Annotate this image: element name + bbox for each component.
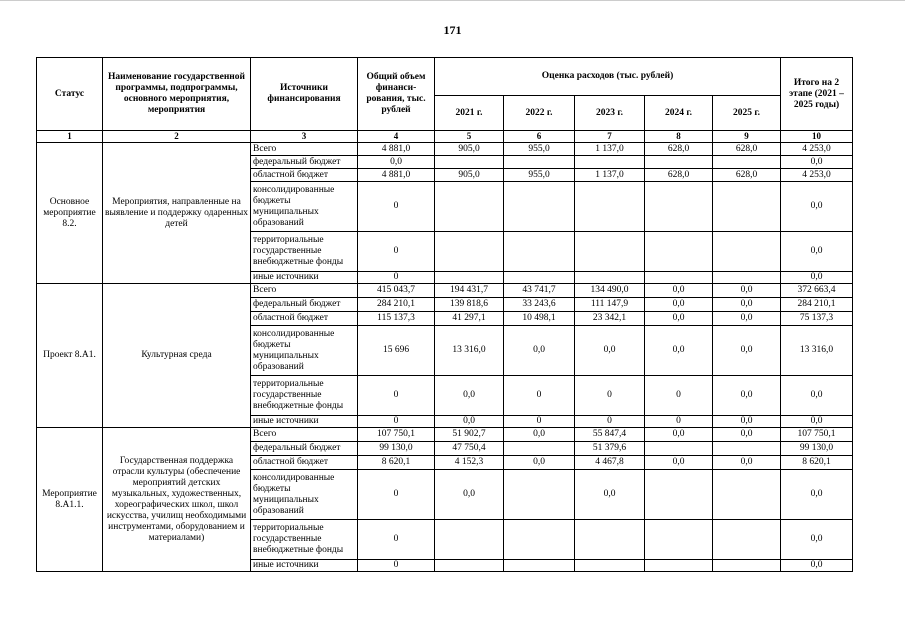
value-cell: 955,0 (504, 169, 575, 182)
source-cell: территориальные государственные внебюджетные фонды (251, 232, 358, 272)
value-cell: 955,0 (504, 143, 575, 156)
value-cell: 10 498,1 (504, 312, 575, 326)
value-cell: 0 (358, 560, 435, 572)
index-cell: 1 (37, 131, 103, 143)
page-number: 171 (443, 23, 462, 37)
source-cell: федеральный бюджет (251, 298, 358, 312)
value-cell: 0,0 (781, 470, 853, 520)
value-cell (435, 156, 504, 169)
value-cell: 99 130,0 (358, 442, 435, 456)
value-cell: 415 043,7 (358, 284, 435, 298)
index-cell: 5 (435, 131, 504, 143)
header-2022: 2022 г. (504, 96, 575, 131)
value-cell: 284 210,1 (358, 298, 435, 312)
value-cell: 0 (504, 376, 575, 416)
value-cell: 0,0 (504, 428, 575, 442)
value-cell: 139 818,6 (435, 298, 504, 312)
value-cell (713, 182, 781, 232)
index-cell: 8 (645, 131, 713, 143)
value-cell: 43 741,7 (504, 284, 575, 298)
value-cell (713, 272, 781, 284)
source-cell: федеральный бюджет (251, 442, 358, 456)
value-cell: 4 467,8 (575, 456, 645, 470)
index-cell: 9 (713, 131, 781, 143)
source-cell: территориальные государственные внебюджетные фонды (251, 520, 358, 560)
table-row (37, 428, 853, 442)
name-cell: Культурная среда (103, 284, 251, 428)
value-cell: 0,0 (645, 298, 713, 312)
value-cell: 55 847,4 (575, 428, 645, 442)
value-cell: 0,0 (781, 376, 853, 416)
value-cell: 0 (575, 376, 645, 416)
value-cell (504, 272, 575, 284)
index-cell: 6 (504, 131, 575, 143)
status-cell: Основное мероприятие 8.2. (37, 143, 103, 284)
table-row (37, 143, 853, 156)
value-cell: 0,0 (504, 326, 575, 376)
source-cell: консолидированные бюджеты муниципальных образований (251, 470, 358, 520)
budget-table (36, 57, 853, 572)
value-cell: 0,0 (645, 284, 713, 298)
value-cell: 8 620,1 (358, 456, 435, 470)
header-2023: 2023 г. (575, 96, 645, 131)
name-cell: Государственная поддержка отрасли культуры (обеспечение мероприятий детских музыкальных, художественных, хореографических школ, школ искусства, училищ необходимыми инструментами, оборудованием и материалами) (103, 428, 251, 572)
value-cell: 0,0 (781, 416, 853, 428)
value-cell (575, 182, 645, 232)
value-cell: 0,0 (575, 326, 645, 376)
value-cell: 1 137,0 (575, 143, 645, 156)
value-cell: 0,0 (781, 182, 853, 232)
value-cell (645, 156, 713, 169)
value-cell: 41 297,1 (435, 312, 504, 326)
value-cell (713, 442, 781, 456)
value-cell (575, 520, 645, 560)
value-cell: 0,0 (781, 232, 853, 272)
source-cell: Всего (251, 284, 358, 298)
value-cell: 51 902,7 (435, 428, 504, 442)
header-name: Наименование государственной программы, подпрограммы, основного мероприятия, мероприятия (103, 58, 251, 131)
value-cell: 0,0 (435, 416, 504, 428)
source-cell: областной бюджет (251, 312, 358, 326)
header-status: Статус (37, 58, 103, 131)
index-cell: 7 (575, 131, 645, 143)
value-cell (575, 272, 645, 284)
value-cell: 51 379,6 (575, 442, 645, 456)
value-cell: 4 253,0 (781, 143, 853, 156)
value-cell: 0 (358, 416, 435, 428)
value-cell (713, 520, 781, 560)
value-cell (435, 232, 504, 272)
value-cell: 0,0 (645, 456, 713, 470)
value-cell: 0 (358, 182, 435, 232)
value-cell: 0,0 (713, 312, 781, 326)
header-total: Общий объем финанси-рования, тыс. рублей (358, 58, 435, 131)
header-2024: 2024 г. (645, 96, 713, 131)
source-cell: иные источники (251, 416, 358, 428)
value-cell (645, 182, 713, 232)
value-cell (713, 232, 781, 272)
value-cell (504, 520, 575, 560)
value-cell: 13 316,0 (435, 326, 504, 376)
source-cell: федеральный бюджет (251, 156, 358, 169)
source-cell: территориальные государственные внебюджетные фонды (251, 376, 358, 416)
value-cell: 1 137,0 (575, 169, 645, 182)
value-cell: 0,0 (435, 376, 504, 416)
value-cell: 0,0 (781, 272, 853, 284)
value-cell: 0,0 (575, 470, 645, 520)
value-cell (713, 156, 781, 169)
value-cell (645, 560, 713, 572)
value-cell (645, 232, 713, 272)
value-cell: 628,0 (645, 169, 713, 182)
status-cell: Мероприятие 8.А1.1. (37, 428, 103, 572)
value-cell (504, 470, 575, 520)
budget-table-container (36, 57, 853, 572)
source-cell: иные источники (251, 560, 358, 572)
value-cell: 628,0 (713, 143, 781, 156)
value-cell: 628,0 (713, 169, 781, 182)
value-cell: 33 243,6 (504, 298, 575, 312)
top-edge-line (0, 0, 905, 1)
value-cell: 75 137,3 (781, 312, 853, 326)
source-cell: областной бюджет (251, 169, 358, 182)
value-cell: 0,0 (645, 312, 713, 326)
value-cell (435, 520, 504, 560)
value-cell: 0,0 (358, 156, 435, 169)
value-cell: 107 750,1 (358, 428, 435, 442)
value-cell: 0 (358, 232, 435, 272)
value-cell: 0,0 (713, 456, 781, 470)
value-cell: 4 881,0 (358, 143, 435, 156)
value-cell: 4 253,0 (781, 169, 853, 182)
value-cell: 0,0 (504, 456, 575, 470)
value-cell (645, 442, 713, 456)
table-body (37, 143, 853, 572)
value-cell (645, 272, 713, 284)
index-cell: 3 (251, 131, 358, 143)
value-cell (645, 520, 713, 560)
value-cell: 0,0 (713, 284, 781, 298)
value-cell: 0,0 (645, 428, 713, 442)
value-cell: 0 (645, 376, 713, 416)
status-cell: Проект 8.А1. (37, 284, 103, 428)
source-cell: консолидированные бюджеты муниципальных образований (251, 326, 358, 376)
value-cell (504, 156, 575, 169)
value-cell: 0 (358, 520, 435, 560)
value-cell: 4 881,0 (358, 169, 435, 182)
value-cell: 47 750,4 (435, 442, 504, 456)
source-cell: Всего (251, 143, 358, 156)
header-2021: 2021 г. (435, 96, 504, 131)
value-cell: 15 696 (358, 326, 435, 376)
value-cell (575, 232, 645, 272)
value-cell: 0,0 (713, 376, 781, 416)
header-source: Источники финансирования (251, 58, 358, 131)
source-cell: консолидированные бюджеты муниципальных образований (251, 182, 358, 232)
header-estimate: Оценка расходов (тыс. рублей) (435, 58, 781, 96)
value-cell: 372 663,4 (781, 284, 853, 298)
index-cell: 10 (781, 131, 853, 143)
value-cell: 194 431,7 (435, 284, 504, 298)
value-cell (575, 560, 645, 572)
value-cell: 0 (645, 416, 713, 428)
header-itogo: Итого на 2 этапе (2021 – 2025 годы) (781, 58, 853, 131)
value-cell: 134 490,0 (575, 284, 645, 298)
value-cell: 111 147,9 (575, 298, 645, 312)
value-cell (575, 156, 645, 169)
name-cell: Мероприятия, направленные на выявление и поддержку одаренных детей (103, 143, 251, 284)
value-cell: 0,0 (713, 416, 781, 428)
value-cell: 115 137,3 (358, 312, 435, 326)
value-cell: 4 152,3 (435, 456, 504, 470)
value-cell (645, 470, 713, 520)
value-cell: 0 (358, 376, 435, 416)
value-cell: 0,0 (645, 326, 713, 376)
value-cell (713, 560, 781, 572)
value-cell: 23 342,1 (575, 312, 645, 326)
source-cell: Всего (251, 428, 358, 442)
value-cell (435, 560, 504, 572)
value-cell: 0 (504, 416, 575, 428)
value-cell: 0,0 (713, 326, 781, 376)
value-cell: 284 210,1 (781, 298, 853, 312)
value-cell (504, 442, 575, 456)
value-cell (713, 470, 781, 520)
index-cell: 4 (358, 131, 435, 143)
index-cell: 2 (103, 131, 251, 143)
value-cell: 13 316,0 (781, 326, 853, 376)
header-2025: 2025 г. (713, 96, 781, 131)
value-cell: 0 (575, 416, 645, 428)
value-cell: 628,0 (645, 143, 713, 156)
value-cell: 0,0 (435, 470, 504, 520)
value-cell: 107 750,1 (781, 428, 853, 442)
value-cell: 99 130,0 (781, 442, 853, 456)
value-cell (435, 272, 504, 284)
value-cell: 8 620,1 (781, 456, 853, 470)
value-cell (504, 560, 575, 572)
value-cell: 0,0 (713, 298, 781, 312)
value-cell: 0,0 (781, 156, 853, 169)
table-row (37, 284, 853, 298)
value-cell: 905,0 (435, 143, 504, 156)
value-cell: 0,0 (781, 560, 853, 572)
value-cell (504, 182, 575, 232)
value-cell: 0,0 (781, 520, 853, 560)
value-cell (435, 182, 504, 232)
value-cell: 0,0 (713, 428, 781, 442)
value-cell: 0 (358, 470, 435, 520)
source-cell: иные источники (251, 272, 358, 284)
value-cell (504, 232, 575, 272)
source-cell: областной бюджет (251, 456, 358, 470)
value-cell: 0 (358, 272, 435, 284)
value-cell: 905,0 (435, 169, 504, 182)
